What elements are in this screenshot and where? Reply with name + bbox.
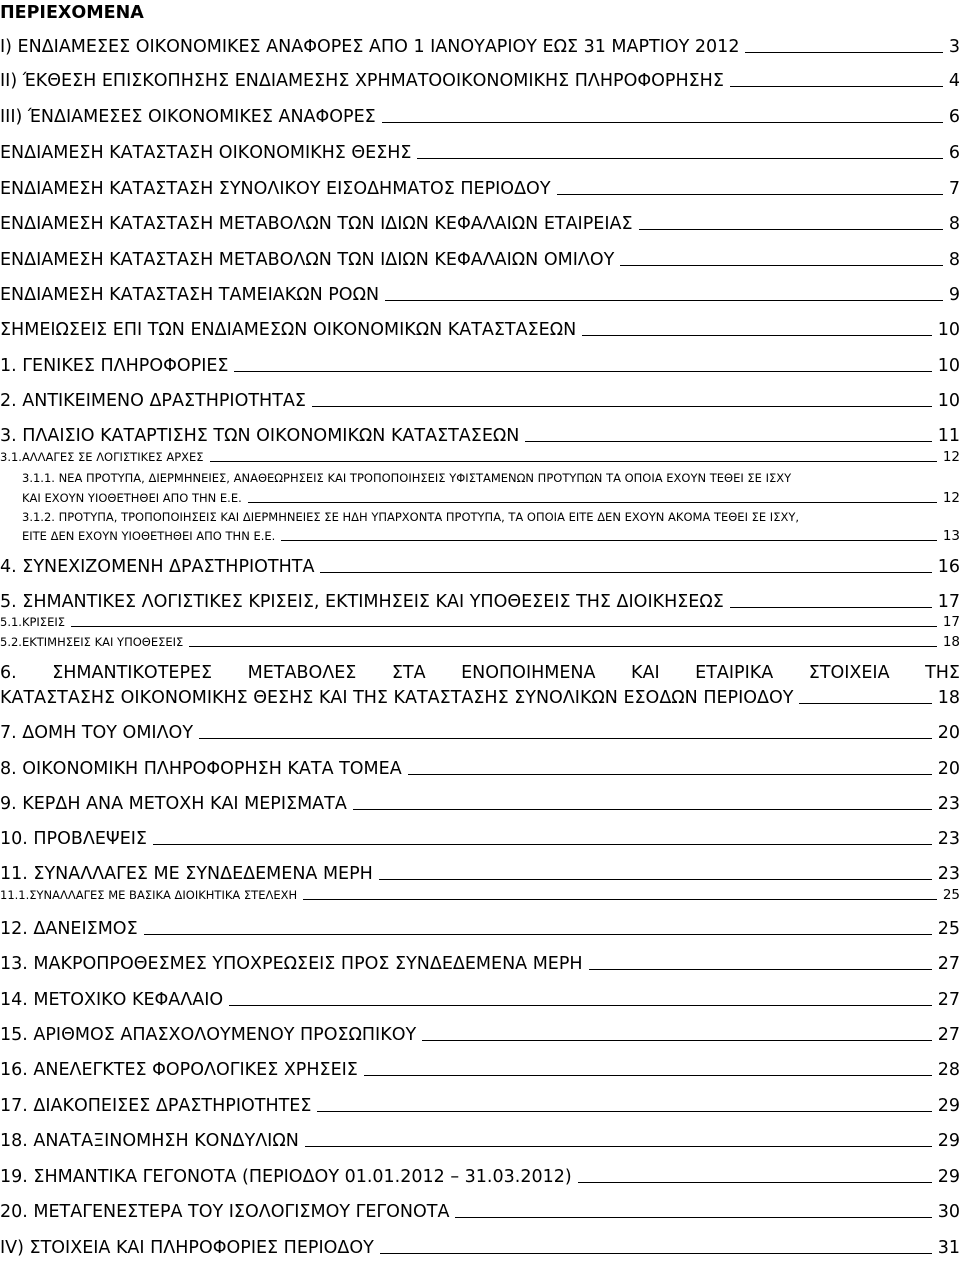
toc-entry-label: 13. ΜΑΚΡΟΠΡΟΘΕΣΜΕΣ ΥΠΟΧΡΕΩΣΕΙΣ ΠΡΟΣ ΣΥΝΔΕΔΕΜΕΝΑ ΜΕΡΗ: [0, 954, 583, 974]
toc-subentry[interactable]: [22, 509, 960, 525]
toc-subentry[interactable]: [0, 449, 960, 465]
toc-entry-page: 13: [942, 528, 960, 544]
leader-line: [305, 1146, 932, 1147]
toc-entry-label: 9. ΚΕΡΔΗ ΑΝΑ ΜΕΤΟΧΗ ΚΑΙ ΜΕΡΙΣΜΑΤΑ: [0, 794, 347, 814]
toc-entry-page: 27: [937, 954, 960, 974]
leader-line: [71, 626, 937, 627]
toc-entry[interactable]: [0, 953, 960, 975]
toc-entry[interactable]: [0, 1166, 960, 1188]
toc-entry-page: 3: [948, 37, 960, 57]
leader-line: [589, 969, 932, 970]
toc-entry-label: ΕΝΔΙΑΜΕΣΗ ΚΑΤΑΣΤΑΣΗ ΤΑΜΕΙΑΚΩΝ ΡΟΩΝ: [0, 285, 380, 305]
toc-entry[interactable]: [0, 918, 960, 940]
toc-entry[interactable]: [0, 1237, 960, 1259]
toc-subentry-continuation[interactable]: [0, 528, 960, 544]
toc-entry[interactable]: [0, 284, 960, 306]
toc-entry[interactable]: [0, 1095, 960, 1117]
toc-entry-label: 18. ΑΝΑΤΑΞΙΝΟΜΗΣΗ ΚΟΝΔΥΛΙΩΝ: [0, 1131, 299, 1151]
toc-entry-page: 11: [937, 426, 960, 446]
toc-entry-page: 18: [942, 634, 960, 650]
toc-entry-page: 18: [937, 688, 960, 708]
toc-subentry-continuation[interactable]: [0, 490, 960, 506]
leader-line: [639, 229, 943, 230]
leader-line: [189, 646, 937, 647]
toc-entry-label: 15. ΑΡΙΘΜΟΣ ΑΠΑΣΧΟΛΟΥΜΕΝΟΥ ΠΡΟΣΩΠΙΚΟΥ: [0, 1025, 417, 1045]
toc-entry-page: 31: [937, 1238, 960, 1258]
leader-line: [312, 406, 932, 407]
leader-line: [281, 540, 937, 541]
toc-entry-label-line1: 3.1.1. ΝΕΑ ΠΡΟΤΥΠΑ, ΔΙΕΡΜΗΝΕΙΕΣ, ΑΝΑΘΕΩΡΗΣΕΙΣ ΚΑΙ ΤΡΟΠΟΠΟΙΗΣΕΙΣ ΥΦΙΣΤΑΜΕΝΩΝ ΠΡΟΤΥΠΩΝ ΤΑ ΟΠΟΙΑ ΕΧΟΥΝ ΤΕΘΕΙ ΣΕ ΙΣΧΥ: [22, 471, 792, 485]
toc-entry[interactable]: [0, 1059, 960, 1081]
toc-subentry[interactable]: [0, 614, 960, 630]
page-title: ΠΕΡΙΕΧΟΜΕΝΑ: [0, 3, 144, 23]
toc-entry-page: 12: [942, 449, 960, 465]
toc-entry-label: 3.1.ΑΛΛΑΓΕΣ ΣΕ ΛΟΓΙΣΤΙΚΕΣ ΑΡΧΕΣ: [0, 450, 204, 464]
toc-entry[interactable]: [0, 249, 960, 271]
toc-entry[interactable]: [0, 319, 960, 341]
toc-entry[interactable]: [0, 863, 960, 885]
toc-entry-label: 11. ΣΥΝΑΛΛΑΓΕΣ ΜΕ ΣΥΝΔΕΔΕΜΕΝΑ ΜΕΡΗ: [0, 864, 373, 884]
toc-entry-label: 1. ΓΕΝΙΚΕΣ ΠΛΗΡΟΦΟΡΙΕΣ: [0, 356, 229, 376]
leader-line: [799, 703, 931, 704]
toc-entry-page: 10: [937, 320, 960, 340]
toc-entry[interactable]: [0, 36, 960, 58]
toc-entry-label-line1: 6. ΣΗΜΑΝΤΙΚΟΤΕΡΕΣ ΜΕΤΑΒΟΛΕΣ ΣΤΑ ΕΝΟΠΟΙΗΜΕΝΑ ΚΑΙ ΕΤΑΙΡΙΚΑ ΣΤΟΙΧΕΙΑ ΤΗΣ: [0, 663, 960, 683]
toc-entry-label: 5.2.ΕΚΤΙΜΗΣΕΙΣ ΚΑΙ ΥΠΟΘΕΣΕΙΣ: [0, 635, 184, 649]
toc-entry-page: 8: [948, 250, 960, 270]
leader-line: [730, 607, 932, 608]
leader-line: [578, 1182, 932, 1183]
toc-entry-page: 29: [937, 1167, 960, 1187]
toc-entry-label: IV) ΣΤΟΙΧΕΙΑ ΚΑΙ ΠΛΗΡΟΦΟΡΙΕΣ ΠΕΡΙΟΔΟΥ: [0, 1238, 374, 1258]
leader-line: [144, 934, 932, 935]
leader-line: [745, 52, 942, 53]
toc-entry-page: 29: [937, 1096, 960, 1116]
toc-entry-label-line2: ΚΑΙ ΕΧΟΥΝ ΥΙΟΘΕΤΗΘΕΙ ΑΠΟ ΤΗΝ Ε.Ε.: [22, 491, 242, 505]
leader-line: [730, 86, 943, 87]
toc-entry-label: ΕΝΔΙΑΜΕΣΗ ΚΑΤΑΣΤΑΣΗ ΜΕΤΑΒΟΛΩΝ ΤΩΝ ΙΔΙΩΝ ΚΕΦΑΛΑΙΩΝ ΟΜΙΛΟΥ: [0, 250, 615, 270]
toc-entry[interactable]: [0, 828, 960, 850]
toc-entry[interactable]: [0, 1024, 960, 1046]
leader-line: [199, 738, 932, 739]
toc-entry-label-line1: 3.1.2. ΠΡΟΤΥΠΑ, ΤΡΟΠΟΠΟΙΗΣΕΙΣ ΚΑΙ ΔΙΕΡΜΗΝΕΙΕΣ ΣΕ ΗΔΗ ΥΠΑΡΧΟΝΤΑ ΠΡΟΤΥΠΑ, ΤΑ ΟΠΟΙΑ ΕΙΤΕ ΔΕΝ ΕΧΟΥΝ ΑΚΟΜΑ ΤΕΘΕΙ ΣΕ ΙΣΧΥ,: [22, 510, 800, 524]
toc-entry-page: 29: [937, 1131, 960, 1151]
toc-entry-page: 6: [948, 143, 960, 163]
toc-entry-page: 25: [937, 919, 960, 939]
toc-entry[interactable]: [0, 390, 960, 412]
toc-entry-page: 17: [937, 592, 960, 612]
leader-line: [229, 1005, 932, 1006]
toc-entry-label: 5. ΣΗΜΑΝΤΙΚΕΣ ΛΟΓΙΣΤΙΚΕΣ ΚΡΙΣΕΙΣ, ΕΚΤΙΜΗΣΕΙΣ ΚΑΙ ΥΠΟΘΕΣΕΙΣ ΤΗΣ ΔΙΟΙΚΗΣΕΩΣ: [0, 592, 724, 612]
toc-entry[interactable]: [0, 425, 960, 447]
toc-entry-page: 20: [937, 759, 960, 779]
toc-entry-label: 2. ΑΝΤΙΚΕΙΜΕΝΟ ΔΡΑΣΤΗΡΙΟΤΗΤΑΣ: [0, 391, 306, 411]
toc-entry-label: 10. ΠΡΟΒΛΕΨΕΙΣ: [0, 829, 147, 849]
toc-entry[interactable]: [0, 793, 960, 815]
leader-line: [248, 502, 937, 503]
leader-line: [234, 371, 931, 372]
toc-entry-page: 30: [937, 1202, 960, 1222]
toc-entry[interactable]: [0, 758, 960, 780]
toc-entry-label: ΕΝΔΙΑΜΕΣΗ ΚΑΤΑΣΤΑΣΗ ΣΥΝΟΛΙΚΟΥ ΕΙΣΟΔΗΜΑΤΟΣ ΠΕΡΙΟΔΟΥ: [0, 179, 551, 199]
toc-entry[interactable]: [0, 106, 960, 128]
toc-entry-label: 19. ΣΗΜΑΝΤΙΚΑ ΓΕΓΟΝΟΤΑ (ΠΕΡΙΟΔΟΥ 01.01.2012 – 31.03.2012): [0, 1167, 572, 1187]
toc-entry-label: II) ΈΚΘΕΣΗ ΕΠΙΣΚΟΠΗΣΗΣ ΕΝΔΙΑΜΕΣΗΣ ΧΡΗΜΑΤΟΟΙΚΟΝΟΜΙΚΗΣ ΠΛΗΡΟΦΟΡΗΣΗΣ: [0, 71, 724, 91]
leader-line: [620, 265, 943, 266]
leader-line: [303, 899, 937, 900]
toc-entry[interactable]: [0, 213, 960, 235]
leader-line: [379, 879, 932, 880]
toc-entry-label: 3. ΠΛΑΙΣΙΟ ΚΑΤΑΡΤΙΣΗΣ ΤΩΝ ΟΙΚΟΝΟΜΙΚΩΝ ΚΑΤΑΣΤΑΣΕΩΝ: [0, 426, 520, 446]
toc-entry[interactable]: [0, 662, 960, 684]
toc-entry-label: 11.1.ΣΥΝΑΛΛΑΓΕΣ ΜΕ ΒΑΣΙΚΑ ΔΙΟΙΚΗΤΙΚΑ ΣΤΕΛΕΧΗ: [0, 888, 298, 902]
toc-subentry[interactable]: [22, 470, 960, 486]
toc-entry-label: ΕΝΔΙΑΜΕΣΗ ΚΑΤΑΣΤΑΣΗ ΟΙΚΟΝΟΜΙΚΗΣ ΘΕΣΗΣ: [0, 143, 412, 163]
toc-entry-page: 6: [948, 107, 960, 127]
leader-line: [210, 461, 937, 462]
toc-entry[interactable]: [0, 1130, 960, 1152]
leader-line: [317, 1111, 931, 1112]
toc-entry[interactable]: [0, 178, 960, 200]
leader-line: [455, 1217, 931, 1218]
toc-entry-page: 10: [937, 356, 960, 376]
toc-entry-label: 20. ΜΕΤΑΓΕΝΕΣΤΕΡΑ ΤΟΥ ΙΣΟΛΟΓΙΣΜΟΥ ΓΕΓΟΝΟΤΑ: [0, 1202, 450, 1222]
toc-entry-page: 23: [937, 864, 960, 884]
leader-line: [380, 1253, 932, 1254]
leader-line: [422, 1040, 932, 1041]
toc-entry-page: 28: [937, 1060, 960, 1080]
toc-entry-page: 8: [948, 214, 960, 234]
toc-entry-label: 12. ΔΑΝΕΙΣΜΟΣ: [0, 919, 138, 939]
toc-entry[interactable]: [0, 1201, 960, 1223]
toc-entry[interactable]: [0, 722, 960, 744]
toc-entry-label: ΣΗΜΕΙΩΣΕΙΣ ΕΠΙ ΤΩΝ ΕΝΔΙΑΜΕΣΩΝ ΟΙΚΟΝΟΜΙΚΩΝ ΚΑΤΑΣΤΑΣΕΩΝ: [0, 320, 577, 340]
toc-entry-label: 17. ΔΙΑΚΟΠΕΙΣΕΣ ΔΡΑΣΤΗΡΙΟΤΗΤΕΣ: [0, 1096, 312, 1116]
toc-entry-page: 17: [942, 614, 960, 630]
toc-entry[interactable]: [0, 70, 960, 92]
toc-entry-page: 9: [948, 285, 960, 305]
toc-entry-page: 23: [937, 794, 960, 814]
toc-entry-continuation[interactable]: [0, 687, 960, 709]
toc-entry-label: 16. ΑΝΕΛΕΓΚΤΕΣ ΦΟΡΟΛΟΓΙΚΕΣ ΧΡΗΣΕΙΣ: [0, 1060, 358, 1080]
leader-line: [525, 441, 931, 442]
toc-entry-label: I) ΕΝΔΙΑΜΕΣΕΣ ΟΙΚΟΝΟΜΙΚΕΣ ΑΝΑΦΟΡΕΣ ΑΠΟ 1 ΙΑΝΟΥΑΡΙΟΥ ΕΩΣ 31 ΜΑΡΤΙΟΥ 2012: [0, 37, 740, 57]
leader-line: [582, 335, 932, 336]
leader-line: [320, 572, 931, 573]
toc-entry-page: 27: [937, 990, 960, 1010]
toc-entry-label: 7. ΔΟΜΗ ΤΟΥ ΟΜΙΛΟΥ: [0, 723, 194, 743]
toc-subentry[interactable]: [0, 634, 960, 650]
toc-entry-page: 12: [942, 490, 960, 506]
leader-line: [364, 1075, 932, 1076]
toc-entry-page: 4: [948, 71, 960, 91]
toc-entry-page: 23: [937, 829, 960, 849]
leader-line: [153, 844, 932, 845]
toc-entry-label: 4. ΣΥΝΕΧΙΖΟΜΕΝΗ ΔΡΑΣΤΗΡΙΟΤΗΤΑ: [0, 557, 315, 577]
leader-line: [408, 774, 932, 775]
toc-entry-page: 20: [937, 723, 960, 743]
toc-entry-label: III) ΈΝΔΙΑΜΕΣΕΣ ΟΙΚΟΝΟΜΙΚΕΣ ΑΝΑΦΟΡΕΣ: [0, 107, 376, 127]
leader-line: [385, 300, 943, 301]
leader-line: [353, 809, 932, 810]
toc-entry-label: 8. ΟΙΚΟΝΟΜΙΚΗ ΠΛΗΡΟΦΟΡΗΣΗ ΚΑΤΑ ΤΟΜΕΑ: [0, 759, 402, 779]
leader-line: [557, 194, 943, 195]
toc-entry-label: 14. ΜΕΤΟΧΙΚΟ ΚΕΦΑΛΑΙΟ: [0, 990, 224, 1010]
toc-entry-page: 27: [937, 1025, 960, 1045]
leader-line: [382, 122, 943, 123]
toc-entry[interactable]: [0, 989, 960, 1011]
toc-entry-page: 25: [942, 887, 960, 903]
leader-line: [417, 158, 942, 159]
toc-entry[interactable]: [0, 556, 960, 578]
toc-subentry[interactable]: [0, 887, 960, 903]
toc-entry-page: 16: [937, 557, 960, 577]
toc-entry[interactable]: [0, 355, 960, 377]
toc-entry-page: 10: [937, 391, 960, 411]
toc-entry-label-line2: ΚΑΤΑΣΤΑΣΗΣ ΟΙΚΟΝΟΜΙΚΗΣ ΘΕΣΗΣ ΚΑΙ ΤΗΣ ΚΑΤΑΣΤΑΣΗΣ ΣΥΝΟΛΙΚΩΝ ΕΣΟΔΩΝ ΠΕΡΙΟΔΟΥ: [0, 688, 794, 708]
toc-entry[interactable]: [0, 142, 960, 164]
toc-entry-label-line2: ΕΙΤΕ ΔΕΝ ΕΧΟΥΝ ΥΙΟΘΕΤΗΘΕΙ ΑΠΟ ΤΗΝ Ε.Ε.: [22, 529, 276, 543]
toc-entry-label: ΕΝΔΙΑΜΕΣΗ ΚΑΤΑΣΤΑΣΗ ΜΕΤΑΒΟΛΩΝ ΤΩΝ ΙΔΙΩΝ ΚΕΦΑΛΑΙΩΝ ΕΤΑΙΡΕΙΑΣ: [0, 214, 633, 234]
toc-entry-page: 7: [948, 179, 960, 199]
toc-entry[interactable]: [0, 591, 960, 613]
toc-entry-label: 5.1.ΚΡΙΣΕΙΣ: [0, 615, 66, 629]
